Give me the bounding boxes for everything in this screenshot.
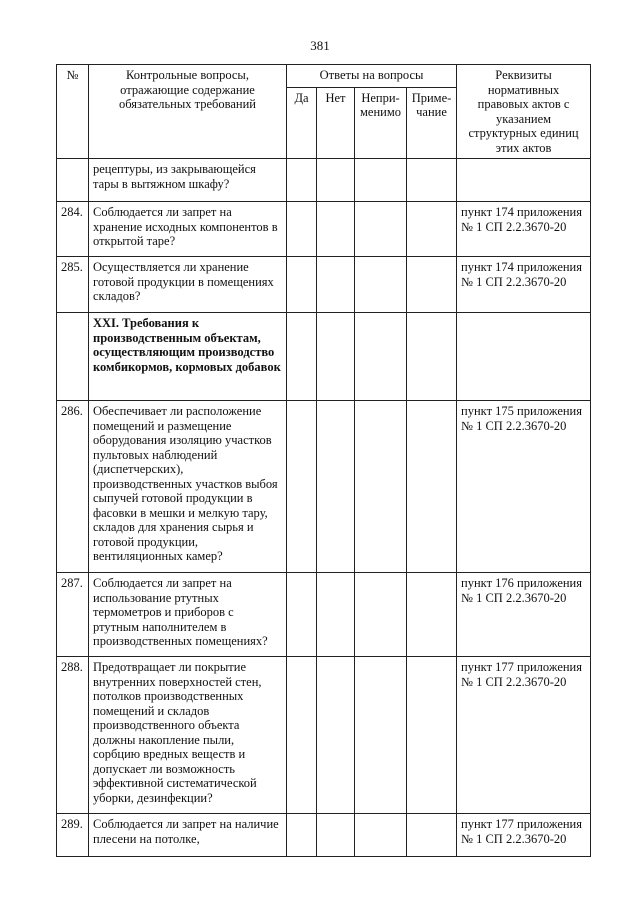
answer-no-cell[interactable] [317, 257, 355, 313]
table-row [57, 573, 591, 657]
answer-na-cell [355, 313, 407, 401]
answer-yes-cell[interactable] [287, 573, 317, 657]
row-reference: пункт 175 приложения № 1 СП 2.2.3670-20 [457, 401, 591, 573]
row-reference: пункт 174 приложения № 1 СП 2.2.3670-20 [457, 257, 591, 313]
answer-na-cell[interactable] [355, 257, 407, 313]
header-question: Контрольные вопросы, отражающие содержание обязательных требований [89, 65, 287, 159]
row-number: 286. [57, 401, 89, 573]
row-question: Обеспечивает ли расположение помещений и размещение оборудования изоляцию участков пультовых наблюдений (диспетчерских), производственных участков выбоя сыпучей готовой продукции в фасовки в мешки и мелкую тару, складов для хранения сырья и готовой продукции, вентиляционных камер? [89, 401, 287, 573]
header-refs: Реквизиты нормативных правовых актов с указанием структурных единиц этих актов [457, 65, 591, 159]
row-number: 288. [57, 657, 89, 814]
answer-note-cell[interactable] [407, 159, 457, 202]
header-note: Приме-чание [407, 87, 457, 158]
section-heading-row [57, 313, 591, 401]
row-reference: пункт 176 приложения № 1 СП 2.2.3670-20 [457, 573, 591, 657]
row-number [57, 313, 89, 401]
row-question: Осуществляется ли хранение готовой продукции в помещениях складов? [89, 257, 287, 313]
answer-na-cell[interactable] [355, 401, 407, 573]
table-row [57, 202, 591, 257]
header-yes: Да [287, 87, 317, 158]
page-number: 381 [310, 38, 330, 53]
row-question: Соблюдается ли запрет на наличие плесени на потолке, [89, 814, 287, 857]
header-num: № [57, 65, 89, 159]
answer-no-cell[interactable] [317, 573, 355, 657]
answer-note-cell[interactable] [407, 814, 457, 857]
answer-na-cell[interactable] [355, 202, 407, 257]
row-number: 285. [57, 257, 89, 313]
table-row [57, 657, 591, 814]
row-reference [457, 159, 591, 202]
answer-na-cell[interactable] [355, 814, 407, 857]
answer-note-cell [407, 313, 457, 401]
answer-note-cell[interactable] [407, 401, 457, 573]
answer-na-cell[interactable] [355, 573, 407, 657]
answer-yes-cell[interactable] [287, 202, 317, 257]
answer-no-cell[interactable] [317, 159, 355, 202]
answer-na-cell[interactable] [355, 657, 407, 814]
answer-no-cell [317, 313, 355, 401]
row-question: Соблюдается ли запрет на хранение исходных компонентов в открытой таре? [89, 202, 287, 257]
answer-note-cell[interactable] [407, 257, 457, 313]
header-na: Непри-менимо [355, 87, 407, 158]
answer-yes-cell[interactable] [287, 159, 317, 202]
row-number: 287. [57, 573, 89, 657]
answer-yes-cell[interactable] [287, 657, 317, 814]
table-row [57, 257, 591, 313]
answer-no-cell[interactable] [317, 401, 355, 573]
row-reference: пункт 177 приложения № 1 СП 2.2.3670-20 [457, 814, 591, 857]
header-no: Нет [317, 87, 355, 158]
header-row-top [57, 65, 591, 88]
row-number: 289. [57, 814, 89, 857]
row-reference: пункт 174 приложения № 1 СП 2.2.3670-20 [457, 202, 591, 257]
answer-yes-cell[interactable] [287, 257, 317, 313]
row-question: Соблюдается ли запрет на использование ртутных термометров и приборов с ртутным наполнителем в производственных помещениях? [89, 573, 287, 657]
table-row [57, 159, 591, 202]
answer-yes-cell[interactable] [287, 401, 317, 573]
header-answers: Ответы на вопросы [287, 65, 457, 88]
row-number: 284. [57, 202, 89, 257]
table-row [57, 401, 591, 573]
row-reference [457, 313, 591, 401]
answer-no-cell[interactable] [317, 657, 355, 814]
answer-note-cell[interactable] [407, 657, 457, 814]
row-reference: пункт 177 приложения № 1 СП 2.2.3670-20 [457, 657, 591, 814]
row-question: рецептуры, из закрывающейся тары в вытяжном шкафу? [89, 159, 287, 202]
row-question: Предотвращает ли покрытие внутренних поверхностей стен, потолков производственных помещений и складов производственного объекта должны накопление пыли, сорбцию вредных веществ и допускает ли возможность эффективной систематической уборки, дезинфекции? [89, 657, 287, 814]
section-title: XXI. Требования к производственным объектам, осуществляющим производство комбикормов, кормовых добавок [89, 313, 287, 401]
row-number [57, 159, 89, 202]
answer-yes-cell [287, 313, 317, 401]
answer-note-cell[interactable] [407, 202, 457, 257]
answer-yes-cell[interactable] [287, 814, 317, 857]
answer-no-cell[interactable] [317, 202, 355, 257]
answer-note-cell[interactable] [407, 573, 457, 657]
table-row [57, 814, 591, 857]
answer-no-cell[interactable] [317, 814, 355, 857]
checklist-table [56, 64, 591, 857]
answer-na-cell[interactable] [355, 159, 407, 202]
